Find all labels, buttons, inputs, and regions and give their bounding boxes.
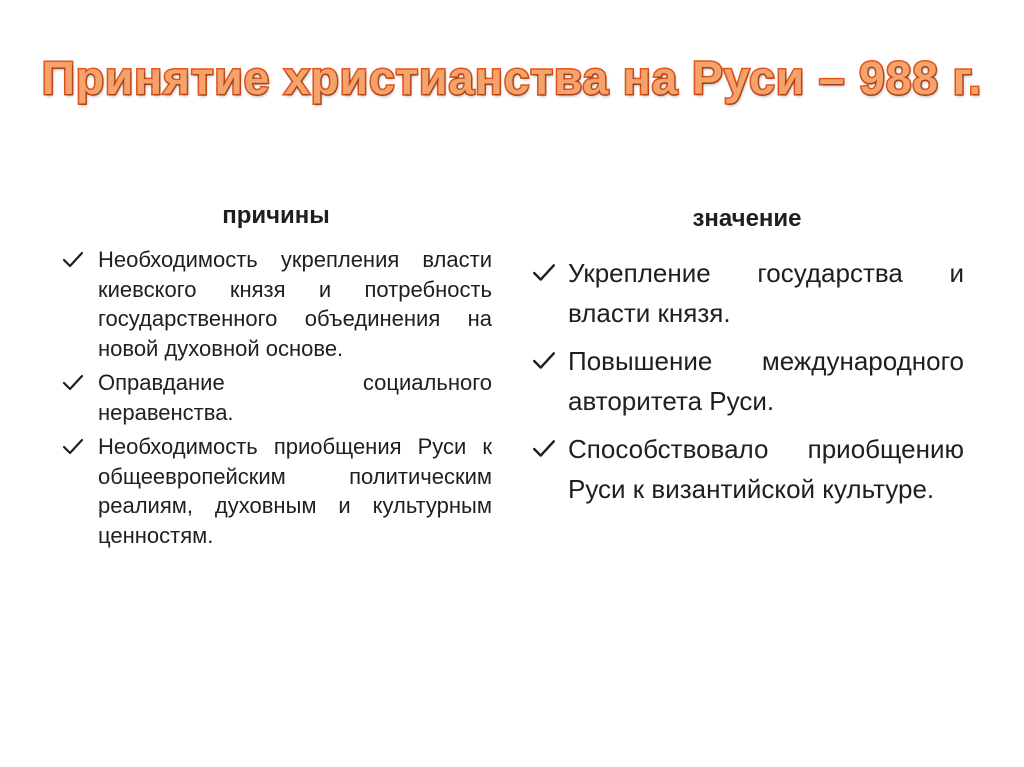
significance-list-item — [530, 429, 964, 509]
checkmark-icon — [62, 438, 84, 456]
reasons-item-text: Необходимость укрепления власти киевского князя и потребность государственного объединения на новой духовной основе. — [98, 247, 492, 361]
significance-list — [530, 253, 964, 517]
checkmark-icon — [532, 351, 556, 371]
reasons-item-text: Оправдание социального неравенства. — [98, 370, 492, 425]
significance-heading: значение — [692, 205, 802, 232]
reasons-heading: причины — [222, 202, 330, 229]
checkmark-icon — [532, 263, 556, 283]
reasons-list-item — [60, 245, 492, 363]
reasons-list — [60, 245, 492, 555]
significance-list-item — [530, 341, 964, 421]
reasons-item-text: Необходимость приобщения Руси к общеевропейским политическим реалиям, духовным и культурным ценностям. — [98, 434, 492, 548]
significance-item-text: Повышение международного авторитета Руси. — [568, 346, 964, 416]
significance-list-item — [530, 253, 964, 333]
significance-item-text: Укрепление государства и власти князя. — [568, 258, 964, 328]
reasons-list-item — [60, 368, 492, 427]
significance-item-text: Способствовало приобщению Руси к византийской культуре. — [568, 434, 964, 504]
slide-title: Принятие христианства на Руси – 988 г. — [41, 52, 983, 104]
checkmark-icon — [62, 374, 84, 392]
reasons-list-item — [60, 432, 492, 550]
checkmark-icon — [62, 251, 84, 269]
checkmark-icon — [532, 439, 556, 459]
